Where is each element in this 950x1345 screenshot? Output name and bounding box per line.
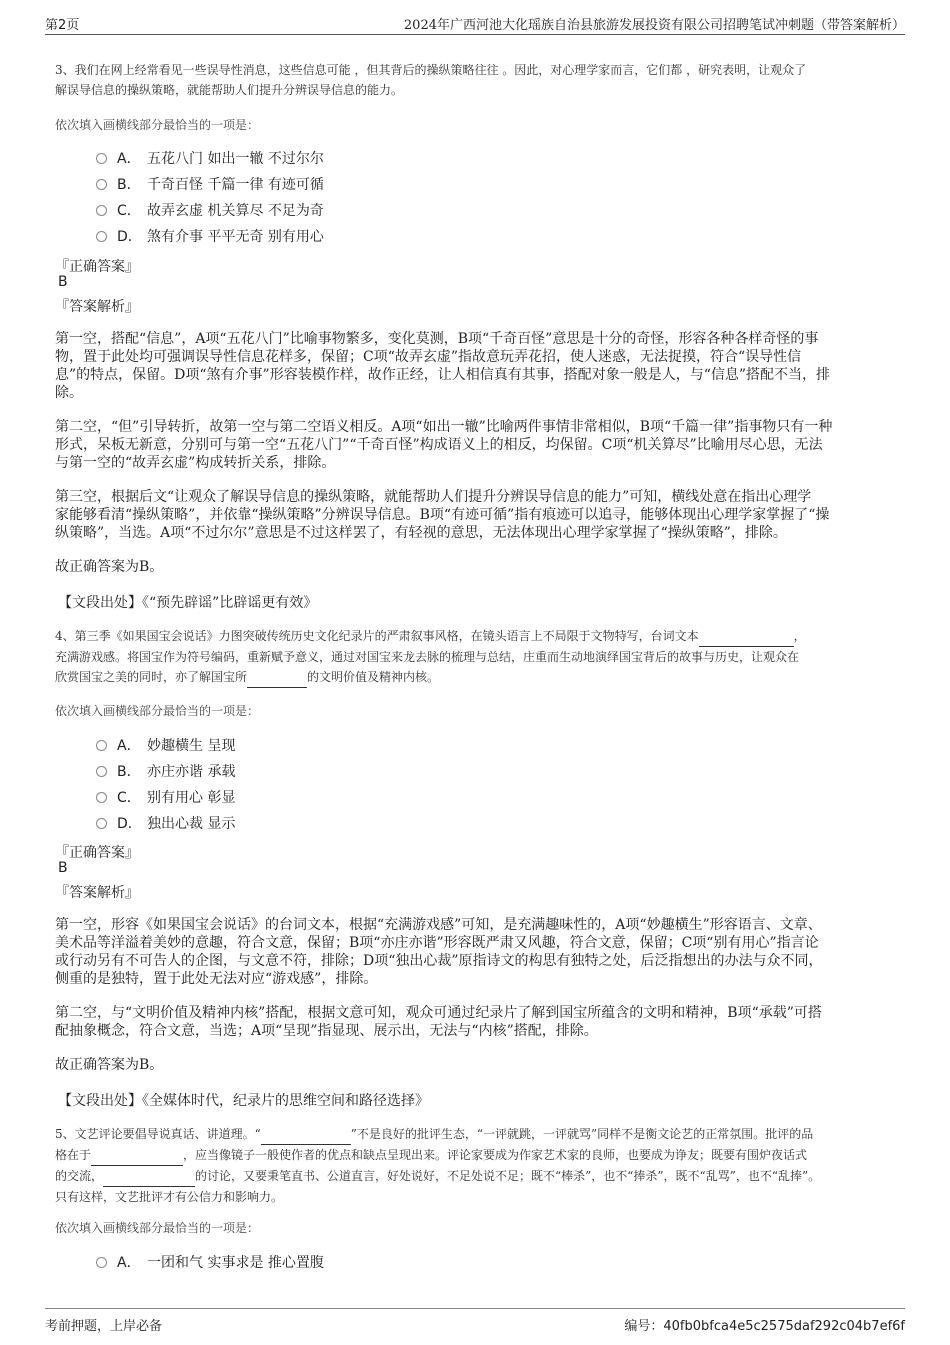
radio-icon[interactable]: [96, 792, 107, 803]
radio-icon[interactable]: [96, 1257, 107, 1268]
document-id: 编号：40fb0bfca4e5c2575daf292c04b7ef6f: [624, 1319, 905, 1334]
q3-answer: B: [58, 274, 68, 290]
q4-conclusion: 故正确答案为B。: [55, 1057, 164, 1073]
q3-option-c[interactable]: C． 故弄玄虚 机关算尽 不足为奇: [96, 200, 324, 220]
q3-option-b[interactable]: B． 千奇百怪 千篇一律 有迹可循: [96, 174, 324, 194]
footer-slogan: 考前押题，上岸必备: [45, 1319, 163, 1334]
q4-option-b[interactable]: B． 亦庄亦谐 承载: [96, 761, 235, 781]
radio-icon[interactable]: [96, 766, 107, 777]
q4-option-c[interactable]: C． 别有用心 彰显: [96, 787, 235, 807]
q4-instruction: 依次填入画横线部分最恰当的一项是：: [55, 704, 260, 718]
q3-analysis-para3: 第三空，根据后文“让观众了解误导信息的操纵策略，就能帮助人们提升分辨误导信息的能力”可知，横线处意在指出心理学 家能够看清“操纵策略”，并依靠“操纵策略”分辨误导信息。B项“有迹可循”指有痕迹可以追寻，能够体现出心理学家掌握了“操 纵策略”，当选。A项“不过尔尔”意思是不过这样罢了，有轻视的意思，无法体现出心理学家掌握了“操纵策略”，排除。: [55, 489, 830, 541]
q4-analysis-label: 『答案解析』: [55, 885, 139, 901]
blank-line: [91, 1145, 183, 1166]
q5-instruction: 依次填入画横线部分最恰当的一项是：: [55, 1221, 260, 1235]
page-footer: [45, 1308, 905, 1333]
blank-line: [103, 1166, 195, 1187]
q4-analysis-para2: 第二空，与“文明价值及精神内核”搭配，根据文意可知，观众可通过纪录片了解到国宝所蕴含的文明和精神，B项“承载”可搭 配抽象概念，符合文意，当选；A项“呈现”指显现、展示出，无法与“内核”搭配，排除。: [55, 1005, 822, 1039]
blank-line: [699, 626, 794, 647]
q3-conclusion: 故正确答案为B。: [55, 559, 164, 575]
q4-option-a[interactable]: A． 妙趣横生 呈现: [96, 735, 235, 755]
page-header: [45, 12, 905, 35]
q3-analysis-para2: 第二空，“但”引导转折，故第一空与第二空语义相反。A项“如出一辙”比喻两件事情非常相似，B项“千篇一律”指事物只有一种 形式，呆板无新意，分别可与第一空“五花八门”“千奇百怪”构成语义上的相反，均保留。C项“机关算尽”比喻用尽心思，无法 与第一空的“故弄玄虚”构成转折关系，排除。: [55, 419, 833, 471]
blank-line: [247, 667, 307, 688]
radio-icon[interactable]: [96, 205, 107, 216]
document-title: 2024年广西河池大化瑶族自治县旅游发展投资有限公司招聘笔试冲刺题（带答案解析）: [403, 18, 905, 33]
q4-option-d[interactable]: D． 独出心裁 显示: [96, 813, 235, 833]
q4-source: 【文段出处】《全媒体时代，纪录片的思维空间和路径选择》: [58, 1093, 429, 1109]
q3-option-d[interactable]: D． 煞有介事 平平无奇 别有用心: [96, 226, 324, 246]
q5-stem: 5、文艺评论要倡导说真话、讲道理。“ ”不是良好的批评生态，“一评就跳，一评就骂”同样不是衡文论艺的正常氛围。批评的品 格在于 ，应当像镜子一般使作者的优点和缺点呈现出来。评论家要成为作家艺术家的良师，也要成为诤友；既要有围炉夜话式 的交流， 的讨论，又要秉笔直书、公道直言，好处说好，不足处说不足；既不“棒杀”，也不“捧杀”，既不“乱骂”，也不“乱捧”。 只有这样，文艺批评才有公信力和影响力。: [55, 1124, 895, 1207]
page-number: 第2页: [45, 18, 80, 33]
q4-answer-label: 『正确答案』: [55, 845, 139, 861]
q3-stem: 3、我们在网上经常看见一些误导性消息，这些信息可能 ，但其背后的操纵策略往往 。因此，对心理学家而言，它们都 ，研究表明，让观众了 解误导信息的操纵策略，就能帮助人们提升分辨误导信息的能力。: [55, 63, 807, 97]
blank-line: [261, 1124, 351, 1145]
q3-answer-label: 『正确答案』: [55, 259, 139, 275]
radio-icon[interactable]: [96, 740, 107, 751]
q3-source: 【文段出处】《“预先辟谣”比辟谣更有效》: [58, 595, 318, 611]
q3-option-a[interactable]: A． 五花八门 如出一辙 不过尔尔: [96, 148, 324, 168]
q3-analysis-para1: 第一空，搭配“信息”，A项“五花八门”比喻事物繁多，变化莫测，B项“千奇百怪”意思是十分的奇怪，形容各种各样奇怪的事 物，置于此处均可强调误导性信息花样多，保留；C项“故弄玄虚”指故意玩弄花招，使人迷惑，无法捉摸，符合“误导性信 息”的特点，保留。D项“煞有介事”形容装模作样，故作正经，让人相信真有其事，搭配对象一般是人，与“信息”搭配不当，排 除。: [55, 331, 831, 401]
q3-instruction: 依次填入画横线部分最恰当的一项是：: [55, 118, 260, 132]
q3-analysis-label: 『答案解析』: [55, 299, 139, 315]
radio-icon[interactable]: [96, 179, 107, 190]
radio-icon[interactable]: [96, 818, 107, 829]
q5-option-a[interactable]: A． 一团和气 实事求是 推心置腹: [96, 1252, 324, 1272]
q4-analysis-para1: 第一空，形容《如果国宝会说话》的台词文本，根据“充满游戏感”可知，是充满趣味性的，A项“妙趣横生”形容语言、文章、 美术品等洋溢着美妙的意趣，符合文意，保留；B项“亦庄亦谐”形容既严肃又风趣，符合文意，保留；C项“别有用心”指言论 或行动另有不可告人的企图，与文意不符，排除；D项“独出心裁”原指诗文的构思有独特之处，后泛指想出的办法与众不同， 侧重的是独特，置于此处无法对应“游戏感”，排除。: [55, 917, 823, 987]
q4-answer: B: [58, 860, 68, 876]
radio-icon[interactable]: [96, 153, 107, 164]
q4-stem: 4、第三季《如果国宝会说话》力图突破传统历史文化纪录片的严肃叙事风格，在镜头语言上不局限于文物特写，台词文本 ， 充满游戏感。将国宝作为符号编码，重新赋予意义，通过对国宝来龙去脉的梳理与总结，庄重而生动地演绎国宝背后的故事与历史，让观众在 欣赏国宝之美的同时，亦了解国宝所 的文明价值及精神内核。: [55, 626, 895, 688]
radio-icon[interactable]: [96, 231, 107, 242]
